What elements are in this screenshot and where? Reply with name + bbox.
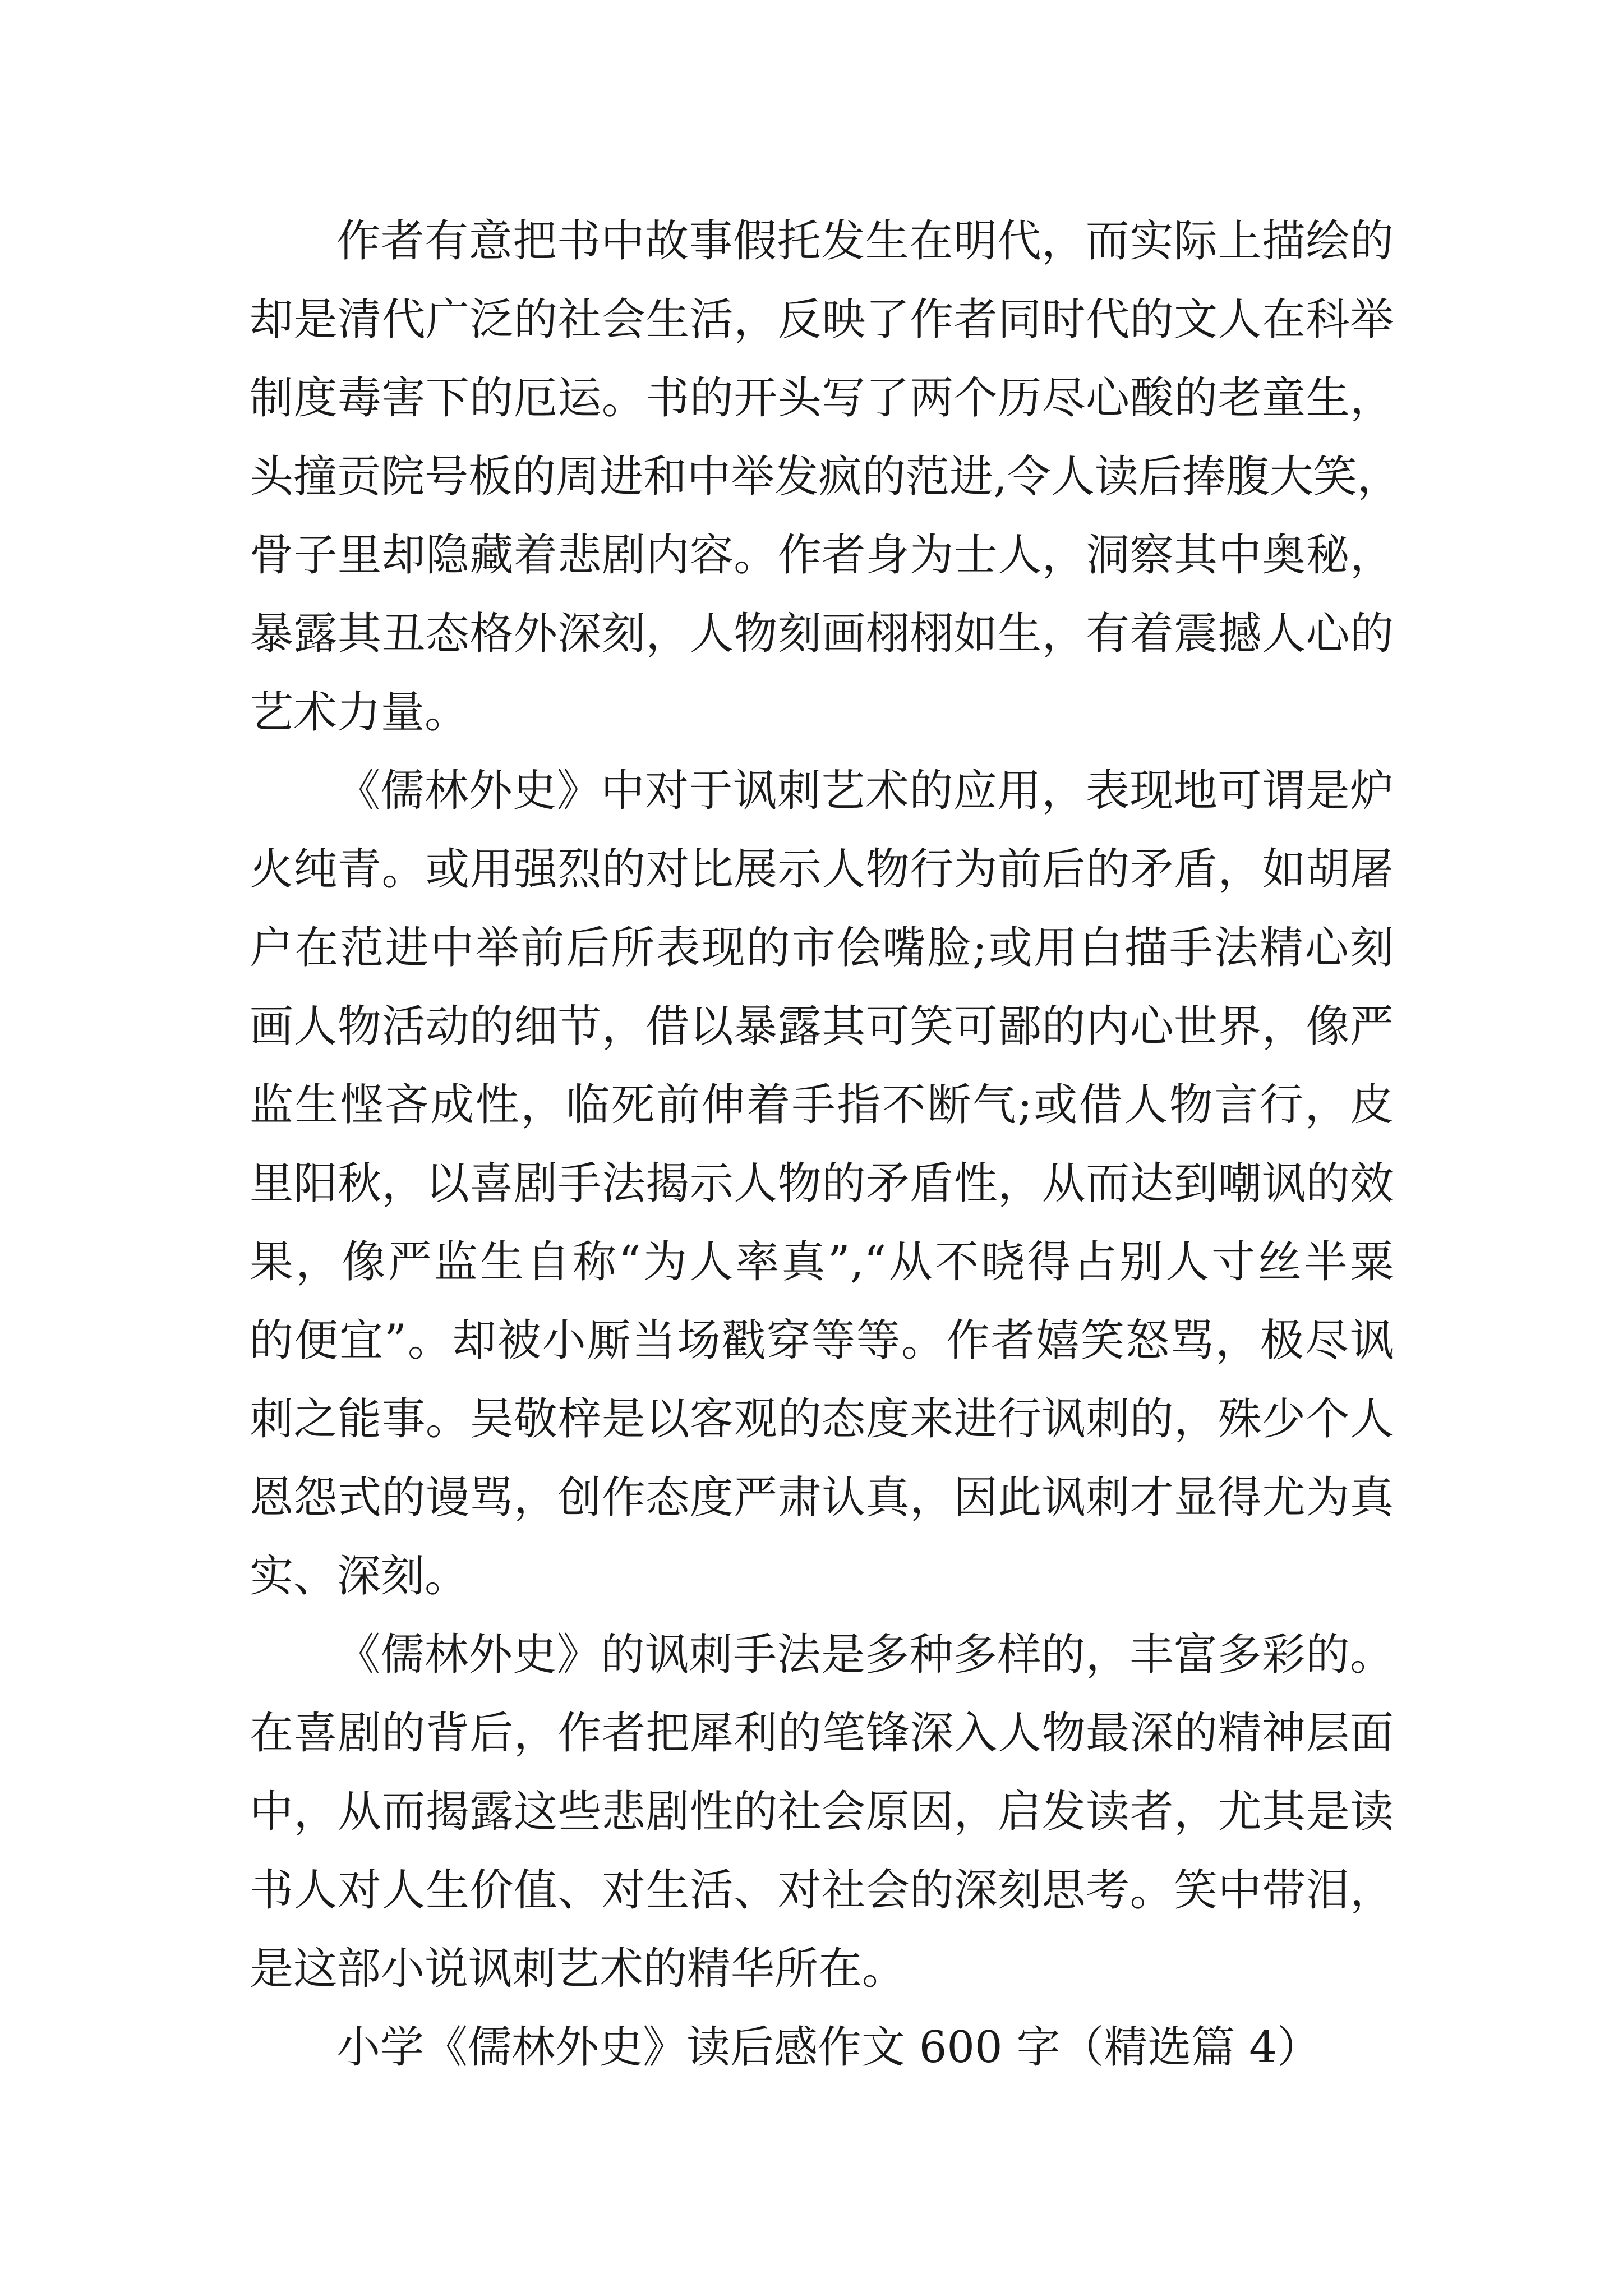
paragraph-2-line-2: 火纯青。或用强烈的对比展示人物行为前后的矛盾，如胡屠: [250, 844, 1394, 895]
paragraph-2-line-4: 画人物活动的细节，借以暴露其可笑可鄙的内心世界，像严: [250, 1001, 1394, 1052]
paragraph-2-line-3: 户在范进中举前后所表现的市侩嘴脸;或用白描手法精心刻: [250, 923, 1394, 973]
paragraph-1-line-2: 却是清代广泛的社会生活，反映了作者同时代的文人在科举: [250, 295, 1394, 345]
paragraph-2-line-11: 实、深刻。: [250, 1551, 469, 1602]
paragraph-1-line-1: 作者有意把书中故事假托发生在明代，而实际上描绘的: [336, 216, 1394, 266]
paragraph-1-line-7: 艺术力量。: [250, 687, 469, 738]
section-heading: 小学《儒林外史》读后感作文 600 字（精选篇 4）: [336, 2022, 1321, 2073]
paragraph-3-line-1: 《儒林外史》的讽刺手法是多种多样的，丰富多彩的。: [336, 1630, 1394, 1680]
paragraph-1-line-4: 头撞贡院号板的周进和中举发疯的范进,令人读后捧腹大笑，: [250, 452, 1401, 502]
paragraph-2-line-9: 刺之能事。吴敬梓是以客观的态度来进行讽刺的，殊少个人: [250, 1394, 1394, 1444]
paragraph-1-line-3: 制度毒害下的厄运。书的开头写了两个历尽心酸的老童生，: [250, 373, 1394, 424]
paragraph-2-line-8: 的便宜”。却被小厮当场戳穿等等。作者嬉笑怒骂，极尽讽: [250, 1315, 1394, 1366]
paragraph-3-line-5: 是这部小说讽刺艺术的精华所在。: [250, 1944, 906, 1994]
paragraph-3-line-4: 书人对人生价值、对生活、对社会的深刻思考。笑中带泪，: [250, 1865, 1394, 1916]
paragraph-3-line-2: 在喜剧的背后，作者把犀利的笔锋深入人物最深的精神层面: [250, 1708, 1394, 1759]
paragraph-2-line-7: 果，像严监生自称“为人率真”,“从不晓得占别人寸丝半粟: [250, 1237, 1394, 1287]
paragraph-3-line-3: 中，从而揭露这些悲剧性的社会原因，启发读者，尤其是读: [250, 1787, 1394, 1837]
paragraph-2-line-6: 里阳秋，以喜剧手法揭示人物的矛盾性，从而达到嘲讽的效: [250, 1158, 1394, 1209]
paragraph-2-line-5: 监生悭吝成性，临死前伸着手指不断气;或借人物言行，皮: [250, 1080, 1394, 1130]
paragraph-1-line-6: 暴露其丑态格外深刻，人物刻画栩栩如生，有着震撼人心的: [250, 609, 1394, 659]
paragraph-2-line-1: 《儒林外史》中对于讽刺艺术的应用，表现地可谓是炉: [336, 766, 1394, 816]
paragraph-1-line-5: 骨子里却隐藏着悲剧内容。作者身为士人，洞察其中奥秘，: [250, 530, 1394, 581]
paragraph-2-line-10: 恩怨式的谩骂，创作态度严肃认真，因此讽刺才显得尤为真: [250, 1473, 1394, 1523]
